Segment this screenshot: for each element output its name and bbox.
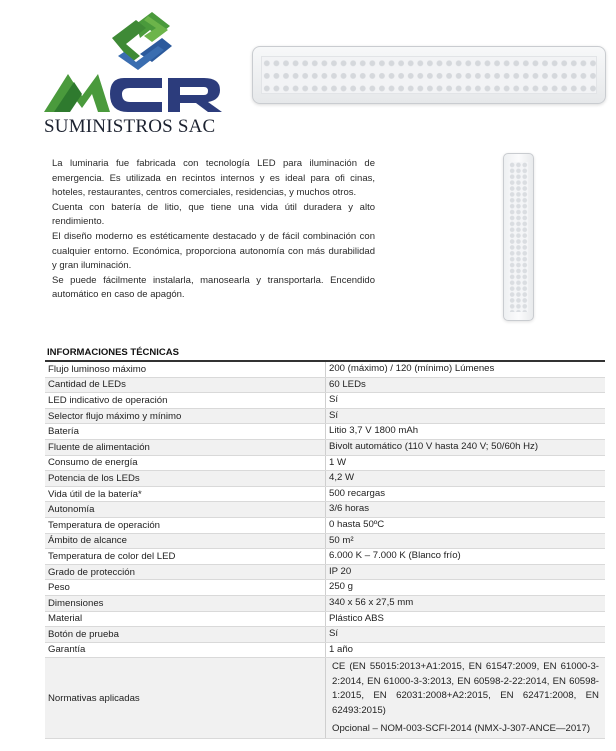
- spec-row: [45, 424, 605, 440]
- spec-value: IP 20: [326, 564, 606, 580]
- spec-row: [45, 642, 605, 658]
- spec-row-normativas: [45, 658, 605, 739]
- spec-value: Sí: [326, 408, 606, 424]
- spec-label: Flujo luminoso máximo: [45, 361, 326, 377]
- spec-row: [45, 377, 605, 393]
- spec-label: Normativas aplicadas: [45, 658, 326, 739]
- spec-value: 6.000 K – 7.000 K (Blanco frío): [326, 549, 606, 565]
- spec-label: Fluente de alimentación: [45, 439, 326, 455]
- spec-value: 200 (máximo) / 120 (mínimo) Lúmenes: [326, 361, 606, 377]
- spec-label: Garantía: [45, 642, 326, 658]
- spec-label: Autonomía: [45, 502, 326, 518]
- spec-row: [45, 408, 605, 424]
- spec-label: LED indicativo de operación: [45, 393, 326, 409]
- description-paragraph: El diseño moderno es estéticamente destacado y de fácil combinación con cualquier entorno. Económica, proporciona autonomía con más durabilidad y gran iluminación.: [52, 230, 375, 272]
- spec-row: [45, 595, 605, 611]
- spec-label: Selector flujo máximo y mínimo: [45, 408, 326, 424]
- specs-title: INFORMACIONES TÉCNICAS: [47, 347, 179, 358]
- spec-value: 60 LEDs: [326, 377, 606, 393]
- spec-row: [45, 471, 605, 487]
- spec-label: Material: [45, 611, 326, 627]
- spec-value: 340 x 56 x 27,5 mm: [326, 595, 606, 611]
- logo-letters: [44, 74, 222, 112]
- description-paragraph: Cuenta con batería de litio, que tiene una vida útil duradera y alto rendimiento.: [52, 201, 375, 228]
- normativa-line: Opcional – NOM-003-SCFI-2014 (NMX-J-307-ANCE—2017): [332, 722, 591, 734]
- spec-label: Consumo de energía: [45, 455, 326, 471]
- spec-label: Temperatura de color del LED: [45, 549, 326, 565]
- spec-row: [45, 611, 605, 627]
- spec-label: Ámbito de alcance: [45, 533, 326, 549]
- spec-value: 250 g: [326, 580, 606, 596]
- spec-label: Potencia de los LEDs: [45, 471, 326, 487]
- spec-value: Plástico ABS: [326, 611, 606, 627]
- spec-label: Batería: [45, 424, 326, 440]
- spec-value: 50 m²: [326, 533, 606, 549]
- spec-value: Sí: [326, 393, 606, 409]
- spec-row: [45, 361, 605, 377]
- specs-table: [45, 360, 605, 739]
- spec-row: [45, 627, 605, 643]
- spec-row: [45, 439, 605, 455]
- spec-value: 500 recargas: [326, 486, 606, 502]
- spec-label: Vida útil de la batería*: [45, 486, 326, 502]
- spec-label: Botón de prueba: [45, 627, 326, 643]
- normativa-line: CE (EN 55015:2013+A1:2015, EN 61547:2009, EN 61000-3-2:2014, EN 61000-3-3:2013, EN 60598-2-22:2014, EN 60598-1:2015, EN 62031:2008+A2:2015, EN 62471:2008, EN 62493:2015): [332, 661, 599, 717]
- spec-value: 0 hasta 50ºC: [326, 517, 606, 533]
- product-description: [52, 157, 375, 303]
- spec-value: 3/6 horas: [326, 502, 606, 518]
- logo-emblem-icon: [112, 12, 172, 70]
- spec-label: Dimensiones: [45, 595, 326, 611]
- spec-value: 4,2 W: [326, 471, 606, 487]
- spec-value: 1 año: [326, 642, 606, 658]
- spec-label: Grado de protección: [45, 564, 326, 580]
- spec-label: Cantidad de LEDs: [45, 377, 326, 393]
- description-paragraph: La luminaria fue fabricada con tecnología LED para iluminación de emergencia. Es utilizada en recintos internos y es ideal para ofi cinas, hoteles, restaurantes, centros comerciales, residencias, y muchos otros.: [52, 158, 375, 199]
- spec-label: Peso: [45, 580, 326, 596]
- spec-value: Litio 3,7 V 1800 mAh: [326, 424, 606, 440]
- product-image-horizontal: [252, 46, 606, 104]
- spec-label: Temperatura de operación: [45, 517, 326, 533]
- spec-value-normativas: [326, 658, 606, 739]
- spec-row: [45, 533, 605, 549]
- brand-name: SUMINISTROS SAC: [44, 116, 216, 137]
- spec-value: Sí: [326, 627, 606, 643]
- spec-row: [45, 502, 605, 518]
- product-image-vertical: [503, 153, 534, 321]
- spec-row: [45, 517, 605, 533]
- description-paragraph: Se puede fácilmente instalarla, manosearla y transportarla. Encendido automático en caso de apagón.: [52, 274, 375, 301]
- spec-row: [45, 393, 605, 409]
- spec-row: [45, 455, 605, 471]
- spec-row: [45, 580, 605, 596]
- spec-row: [45, 549, 605, 565]
- spec-row: [45, 564, 605, 580]
- spec-value: 1 W: [326, 455, 606, 471]
- spec-row: [45, 486, 605, 502]
- spec-value: Bivolt automático (110 V hasta 240 V; 50/60h Hz): [326, 439, 606, 455]
